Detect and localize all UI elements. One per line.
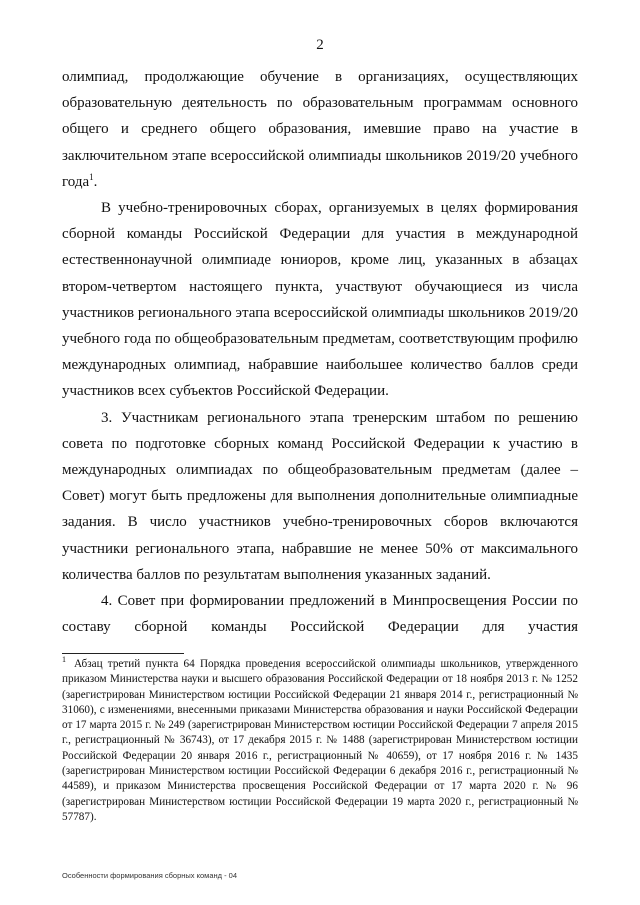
page-number: 2 — [316, 37, 324, 53]
footnote-text: Абзац третий пункта 64 Порядка проведения всероссийской олимпиады школьников, утвержденного приказом Министерства науки и высшего образования Российской Федерации от 18 ноября 2013 г. № 1252 (зарегистрирован Министерством юстиции Российской Федерации 21 января 2014 г., регистрационный № 31060), с изменениями, внесенными приказами Министерства образования и науки Российской Федерации от 17 марта 2015 г. № 249 (зарегистрирован Министерством юстиции Российской Федерации 7 апреля 2015 г., регистрационный № 36743), от 17 декабря 2015 г. № 1488 (зарегистрирован Министерством юстиции Российской Федерации 20 января 2016 г., регистрационный № 40659), от 17 ноября 2016 г. № 1435 (зарегистрирован Министерством юстиции Российской Федерации 6 декабря 2016 г., регистрационный № 44589), и приказом Министерства просвещения Российской Федерации от 17 марта 2020 г. № 96 (зарегистрирован Министерством юстиции Российской Федерации 19 марта 2020 г., регистрационный № 57787). — [62, 658, 578, 823]
paragraph-1 — [62, 64, 578, 195]
paragraph-1-end: . — [93, 173, 98, 190]
paragraph-1-text: олимпиад, продолжающие обучение в организациях, осуществляющих образовательную деятельность по образовательным программам основного общего и среднего общего образования, имевшие право на участие в заключительном этапе всероссийской олимпиады школьников 2019/20 учебного года — [62, 69, 578, 190]
paragraph-4: 4. Совет при формировании предложений в Минпросвещения России по составу сборной команды Российской Федерации для участия — [62, 593, 578, 636]
paragraph-2: В учебно-тренировочных сборах, организуемых в целях формирования сборной команды Российской Федерации для участия в международной естественнонаучной олимпиаде юниоров, кроме лиц, указанных в абзацах втором-четвертом настоящего пункта, участвуют обучающиеся из числа участников регионального этапа всероссийской олимпиады школьников 2019/20 учебного года по общеобразовательным предметам, соответствующим профилю международных олимпиад, набравшие наибольшее количество баллов среди участников всех субъектов Российской Федерации. — [62, 200, 578, 400]
footnote-mark: 1 — [62, 655, 66, 665]
footnote-reference[interactable]: 1 — [89, 171, 94, 182]
footnote-divider — [62, 653, 184, 654]
page-footer: Особенности формирования сборных команд - 04 — [62, 871, 238, 880]
footnote — [62, 657, 578, 825]
body-text — [62, 64, 578, 640]
paragraph-3: 3. Участникам регионального этапа тренерским штабом по решению совета по подготовке сборных команд Российской Федерации к участию в международных олимпиадах по общеобразовательным предметам (далее – Совет) могут быть предложены для выполнения дополнительные олимпиадные задания. В число участников учебно-тренировочных сборов включаются участники регионального этапа, набравшие не менее 50% от максимального количества баллов по результатам выполнения указанных заданий. — [62, 409, 578, 583]
